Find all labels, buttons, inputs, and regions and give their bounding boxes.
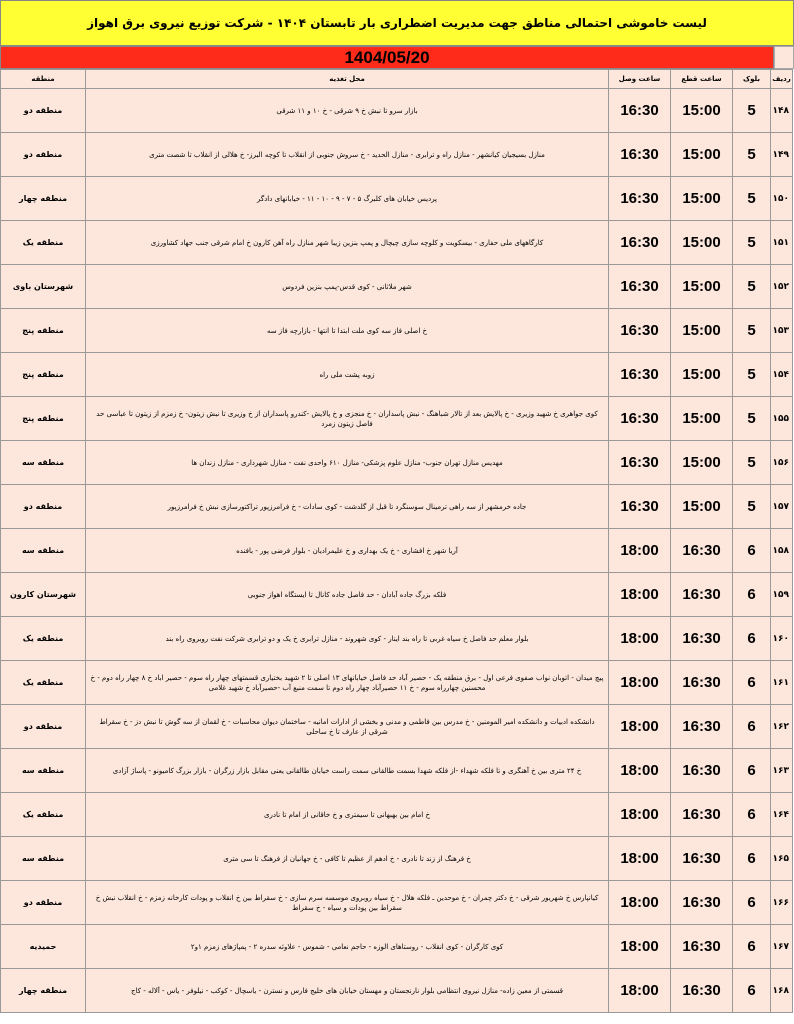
header-row-number: ردیف [771, 70, 793, 89]
block-cell: 5 [733, 221, 771, 265]
page-title: لیست خاموشی احتمالی مناطق جهت مدیریت اضطراری بار تابستان ۱۴۰۴ - شرکت توزیع نیروی برق اهواز [0, 0, 794, 46]
row-number-cell: ۱۶۴ [771, 793, 793, 837]
zone-cell: منطقه سه [1, 529, 86, 573]
row-number-cell: ۱۵۸ [771, 529, 793, 573]
restore-time-cell: 16:30 [609, 397, 671, 441]
restore-time-cell: 18:00 [609, 573, 671, 617]
place-cell: جاده خرمشهر از سه راهی ترمینال سوسنگرد تا قبل از گلدشت - کوی سادات - خ فرامرزپور تراکتورسازی نبش خ فرامرزپور [86, 485, 609, 529]
row-number-cell: ۱۶۰ [771, 617, 793, 661]
restore-time-cell: 16:30 [609, 309, 671, 353]
block-cell: 6 [733, 529, 771, 573]
cut-time-cell: 15:00 [671, 353, 733, 397]
table-row [1, 529, 793, 573]
zone-cell: منطقه دو [1, 485, 86, 529]
row-number-cell: ۱۴۹ [771, 133, 793, 177]
row-number-cell: ۱۶۶ [771, 881, 793, 925]
zone-cell: منطقه یک [1, 617, 86, 661]
restore-time-cell: 18:00 [609, 793, 671, 837]
place-cell: خ فرهنگ از زند تا نادری - خ ادهم از عظیم تا کافی - خ جهانیان از فرهنگ تا سی متری [86, 837, 609, 881]
row-number-cell: ۱۶۵ [771, 837, 793, 881]
place-cell: شهر ملاثانی - کوی قدس-پمپ بنزین فردوس [86, 265, 609, 309]
zone-cell: منطقه پنج [1, 309, 86, 353]
table-row [1, 617, 793, 661]
outage-table [0, 69, 793, 1013]
restore-time-cell: 16:30 [609, 221, 671, 265]
zone-cell: منطقه چهار [1, 969, 86, 1013]
place-cell: قسمتی از معین زاده- منازل نیروی انتظامی بلوار نارنجستان و مهستان خیابان های خلیج فارس و نسترن - یاسچال - کوکب - نیلوفر - یاس - آلاله - کاج [86, 969, 609, 1013]
table-row [1, 925, 793, 969]
place-cell: بازار سرو تا نبش خ ۹ شرقی - خ ۱۰ و ۱۱ شرقی [86, 89, 609, 133]
restore-time-cell: 18:00 [609, 705, 671, 749]
zone-cell: منطقه یک [1, 793, 86, 837]
block-cell: 6 [733, 573, 771, 617]
block-cell: 6 [733, 661, 771, 705]
zone-cell: منطقه دو [1, 881, 86, 925]
cut-time-cell: 15:00 [671, 485, 733, 529]
row-number-cell: ۱۶۲ [771, 705, 793, 749]
zone-cell: منطقه پنج [1, 397, 86, 441]
zone-cell: منطقه یک [1, 221, 86, 265]
row-number-cell: ۱۵۴ [771, 353, 793, 397]
restore-time-cell: 18:00 [609, 881, 671, 925]
row-number-cell: ۱۵۰ [771, 177, 793, 221]
zone-cell: حمیدیه [1, 925, 86, 969]
header-restore-time: ساعت وصل [609, 70, 671, 89]
zone-cell: شهرستان باوی [1, 265, 86, 309]
cut-time-cell: 16:30 [671, 529, 733, 573]
zone-cell: منطقه دو [1, 133, 86, 177]
place-cell: کارگاههای ملی حفاری - بیسکویت و کلوچه سازی چیچال و پمپ بنزین زیبا شهر منازل راه آهن کارون خ امام شرقی جنب جهاد کشاورزی [86, 221, 609, 265]
cut-time-cell: 16:30 [671, 573, 733, 617]
table-row [1, 793, 793, 837]
table-row [1, 133, 793, 177]
zone-cell: منطقه پنج [1, 353, 86, 397]
date-banner-corner [774, 46, 794, 69]
restore-time-cell: 16:30 [609, 265, 671, 309]
cut-time-cell: 16:30 [671, 705, 733, 749]
block-cell: 5 [733, 309, 771, 353]
place-cell: بلوار معلم حد فاصل خ سیاه غربی تا راه بند اینار - کوی شهروند - منازل ترابری خ یک و دو ترابری شرکت نفت روبروی راه بند [86, 617, 609, 661]
zone-cell: شهرستان کارون [1, 573, 86, 617]
cut-time-cell: 16:30 [671, 837, 733, 881]
table-row [1, 485, 793, 529]
table-row [1, 837, 793, 881]
block-cell: 5 [733, 265, 771, 309]
restore-time-cell: 16:30 [609, 89, 671, 133]
cut-time-cell: 15:00 [671, 265, 733, 309]
zone-cell: منطقه چهار [1, 177, 86, 221]
place-cell: پیچ میدان - اتوبان نواب صفوی فرعی اول - برق منطقه یک - حصیر آباد حد فاصل خیابانهای ۱۳ اصلی تا ۲ شهید بختیاری قسمتهای چهار راه سوم - حصیر اباد خ ۸ چهار راه دوم - خ محسنین چهارراه سوم - خ ۱۱ حصیرآباد چهار راه دوم تا سمت منبع آب -حصیرآباد خ شهید غلامی [86, 661, 609, 705]
block-cell: 5 [733, 353, 771, 397]
table-header-row [1, 70, 793, 89]
cut-time-cell: 16:30 [671, 881, 733, 925]
table-row [1, 573, 793, 617]
cut-time-cell: 16:30 [671, 749, 733, 793]
cut-time-cell: 15:00 [671, 441, 733, 485]
row-number-cell: ۱۶۱ [771, 661, 793, 705]
restore-time-cell: 16:30 [609, 133, 671, 177]
restore-time-cell: 18:00 [609, 837, 671, 881]
block-cell: 5 [733, 441, 771, 485]
block-cell: 5 [733, 397, 771, 441]
table-row [1, 749, 793, 793]
block-cell: 6 [733, 793, 771, 837]
table-row [1, 441, 793, 485]
row-number-cell: ۱۵۶ [771, 441, 793, 485]
cut-time-cell: 15:00 [671, 89, 733, 133]
restore-time-cell: 18:00 [609, 617, 671, 661]
cut-time-cell: 16:30 [671, 925, 733, 969]
restore-time-cell: 16:30 [609, 177, 671, 221]
cut-time-cell: 15:00 [671, 133, 733, 177]
row-number-cell: ۱۵۷ [771, 485, 793, 529]
cut-time-cell: 15:00 [671, 309, 733, 353]
table-row [1, 177, 793, 221]
block-cell: 6 [733, 969, 771, 1013]
header-cut-time: ساعت قطع [671, 70, 733, 89]
block-cell: 6 [733, 705, 771, 749]
place-cell: خ امام بین بهبهانی تا سیمتری و خ خاقانی از امام تا نادری [86, 793, 609, 837]
table-row [1, 309, 793, 353]
row-number-cell: ۱۵۱ [771, 221, 793, 265]
place-cell: مهدیس منازل تهران جنوب- منازل علوم پزشکی- منازل ۶۱۰ واحدی نفت - منازل شهرداری - منازل زندان ها [86, 441, 609, 485]
row-number-cell: ۱۵۵ [771, 397, 793, 441]
place-cell: کوی جواهری خ شهید وزیری - خ پالایش بعد از تالار شباهنگ - نبش پاسداران - خ منجزی و خ پالایش -کندرو پاسداران از خ وزیری تا نبش زیتون- خ زمزم از زیتون تا عباسی حد فاصل زیتون زمرد [86, 397, 609, 441]
header-place: محل تغذیه [86, 70, 609, 89]
restore-time-cell: 18:00 [609, 661, 671, 705]
row-number-cell: ۱۴۸ [771, 89, 793, 133]
zone-cell: منطقه سه [1, 441, 86, 485]
table-row [1, 881, 793, 925]
restore-time-cell: 16:30 [609, 353, 671, 397]
block-cell: 5 [733, 177, 771, 221]
place-cell: پردیس خیابان های کلبرگ ۵ - ۷ - ۹ - ۱۰ - ۱۱ - خیابانهای دادگر [86, 177, 609, 221]
restore-time-cell: 16:30 [609, 441, 671, 485]
zone-cell: منطقه دو [1, 705, 86, 749]
block-cell: 6 [733, 925, 771, 969]
restore-time-cell: 18:00 [609, 749, 671, 793]
row-number-cell: ۱۵۳ [771, 309, 793, 353]
cut-time-cell: 15:00 [671, 397, 733, 441]
cut-time-cell: 16:30 [671, 969, 733, 1013]
table-row [1, 353, 793, 397]
table-row [1, 89, 793, 133]
block-cell: 6 [733, 749, 771, 793]
table-row [1, 705, 793, 749]
block-cell: 6 [733, 617, 771, 661]
block-cell: 5 [733, 485, 771, 529]
zone-cell: منطقه سه [1, 749, 86, 793]
place-cell: دانشکده ادبیات و دانشکده امیر المومنین - خ مدرس بین فاطمی و مدنی و بخشی از ادارات امانیه - ساختمان دیوان محاسبات - خ لقمان از سه گوش تا نبش دز - خ سقراط شرقی از عارف تا خ ساحلی [86, 705, 609, 749]
cut-time-cell: 15:00 [671, 177, 733, 221]
place-cell: خ اصلی فاز سه کوی ملت ابتدا تا انتها - بازارچه فاز سه [86, 309, 609, 353]
table-row [1, 661, 793, 705]
cut-time-cell: 16:30 [671, 661, 733, 705]
place-cell: زوبه پشت ملی راه [86, 353, 609, 397]
row-number-cell: ۱۵۹ [771, 573, 793, 617]
place-cell: فلکه بزرگ جاده آبادان - حد فاصل جاده کانال تا ایستگاه اهواز جنوبی [86, 573, 609, 617]
zone-cell: منطقه دو [1, 89, 86, 133]
zone-cell: منطقه سه [1, 837, 86, 881]
zone-cell: منطقه یک [1, 661, 86, 705]
block-cell: 5 [733, 89, 771, 133]
place-cell: منازل بسیجیان کیانشهر - منازل راه و ترابری - منازل الحدید - خ سروش جنوبی از انقلاب تا کوچه البرز- خ هلالی از انقلاب تا شصت متری [86, 133, 609, 177]
restore-time-cell: 18:00 [609, 925, 671, 969]
date-banner: 1404/05/20 [0, 46, 774, 69]
row-number-cell: ۱۶۸ [771, 969, 793, 1013]
block-cell: 5 [733, 133, 771, 177]
cut-time-cell: 16:30 [671, 793, 733, 837]
header-zone: منطقه [1, 70, 86, 89]
row-number-cell: ۱۶۷ [771, 925, 793, 969]
table-row [1, 969, 793, 1013]
restore-time-cell: 18:00 [609, 969, 671, 1013]
cut-time-cell: 15:00 [671, 221, 733, 265]
row-number-cell: ۱۶۳ [771, 749, 793, 793]
header-block: بلوک [733, 70, 771, 89]
block-cell: 6 [733, 837, 771, 881]
place-cell: خ ۲۴ متری بین خ آهنگری و تا فلکه شهداء -از فلکه شهدا بسمت طالقانی سمت راست خیابان طالقانی یعنی مقابل بازار زرگران - بازار بزرگ کامیونو - پاساژ آزادی [86, 749, 609, 793]
restore-time-cell: 18:00 [609, 529, 671, 573]
table-row [1, 221, 793, 265]
table-row [1, 397, 793, 441]
table-row [1, 265, 793, 309]
row-number-cell: ۱۵۲ [771, 265, 793, 309]
place-cell: آریا شهر خ افشاری - خ یک بهداری و خ علیمرادیان - بلوار فرضی پور - بافنده [86, 529, 609, 573]
restore-time-cell: 16:30 [609, 485, 671, 529]
place-cell: کوی کارگران - کوی انقلاب - روستاهای الوزه - حاجم نعامی - شموس - علاوئه سدره ۲ - پمپاژهای زمزم ۱و۲ [86, 925, 609, 969]
place-cell: کیانپارس خ شهریور شرقی - خ دکتر چمران - خ موحدین ـ فلکه هلال - خ سیاه روبروی موسسه سرم سازی - خ سقراط بین خ انقلاب و پودات کارخانه زمزم - خ انقلاب نبش خ سقراط بین پودات و سیاه - خ سقراط [86, 881, 609, 925]
cut-time-cell: 16:30 [671, 617, 733, 661]
block-cell: 6 [733, 881, 771, 925]
